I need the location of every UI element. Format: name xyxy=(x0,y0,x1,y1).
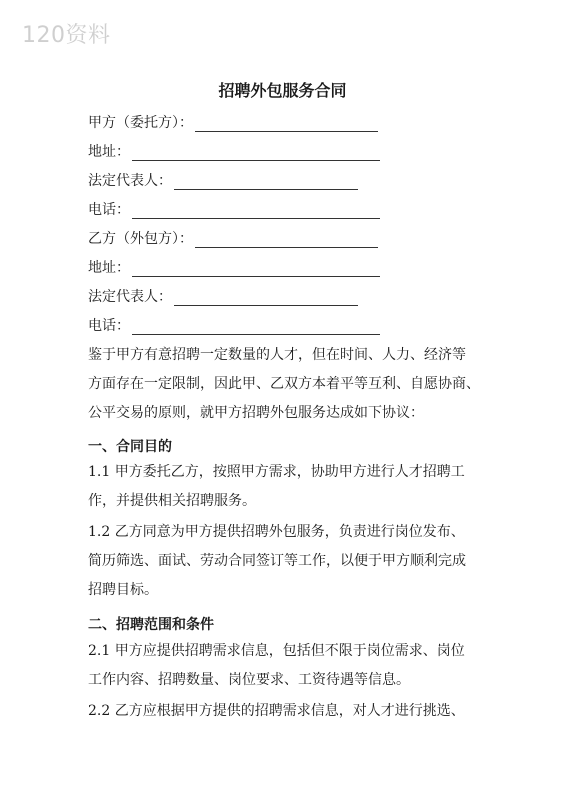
address-b-blank xyxy=(132,262,380,277)
party-a-field xyxy=(88,110,378,132)
section-2-heading: 二、招聘范围和条件 xyxy=(88,617,214,633)
party-b-blank xyxy=(195,233,378,248)
phone-b-blank xyxy=(132,320,380,335)
section-2-clause-2 xyxy=(88,697,488,726)
phone-b-label: 电话： xyxy=(88,318,130,334)
phone-b-field xyxy=(88,313,380,335)
address-a-label: 地址： xyxy=(88,144,130,160)
party-a-blank xyxy=(195,117,378,132)
phone-a-field xyxy=(88,197,380,219)
clause-line: 简历筛选、面试、劳动合同签订等工作，以便于甲方顺利完成 xyxy=(88,553,466,569)
section-1-clause-1 xyxy=(88,458,488,516)
rep-b-field xyxy=(88,284,358,306)
phone-a-blank xyxy=(132,204,380,219)
document-title: 招聘外包服务合同 xyxy=(218,81,347,100)
address-a-blank xyxy=(132,146,380,161)
watermark: 120资料 xyxy=(22,23,111,48)
clause-line: 2.2 乙方应根据甲方提供的招聘需求信息，对人才进行挑选、 xyxy=(88,703,465,719)
intro-line: 鉴于甲方有意招聘一定数量的人才，但在时间、人力、经济等 xyxy=(88,347,466,363)
rep-b-label: 法定代表人： xyxy=(88,289,172,305)
section-1-heading: 一、合同目的 xyxy=(88,439,172,455)
intro-line: 公平交易的原则，就甲方招聘外包服务达成如下协议： xyxy=(88,405,424,421)
clause-line: 招聘目标。 xyxy=(88,582,158,598)
phone-a-label: 电话： xyxy=(88,202,130,218)
party-b-field xyxy=(88,226,378,248)
party-a-label: 甲方（委托方）： xyxy=(88,115,193,131)
address-b-field xyxy=(88,255,380,277)
clause-line: 2.1 甲方应提供招聘需求信息，包括但不限于岗位需求、岗位 xyxy=(88,643,465,659)
clause-line: 1.1 甲方委托乙方，按照甲方需求，协助甲方进行人才招聘工 xyxy=(88,464,465,480)
section-2-clause-1 xyxy=(88,637,488,695)
rep-a-field xyxy=(88,168,358,190)
rep-b-blank xyxy=(174,291,358,306)
rep-a-label: 法定代表人： xyxy=(88,173,172,189)
section-1-clause-2 xyxy=(88,518,488,605)
party-b-label: 乙方（外包方）： xyxy=(88,231,193,247)
clause-line: 工作内容、招聘数量、岗位要求、工资待遇等信息。 xyxy=(88,672,410,688)
intro-line: 方面存在一定限制，因此甲、乙双方本着平等互利、自愿协商、 xyxy=(88,376,480,392)
clause-line: 1.2 乙方同意为甲方提供招聘外包服务，负责进行岗位发布、 xyxy=(88,524,465,540)
address-a-field xyxy=(88,139,380,161)
address-b-label: 地址： xyxy=(88,260,130,276)
rep-a-blank xyxy=(174,175,358,190)
clause-line: 作，并提供相关招聘服务。 xyxy=(88,493,256,509)
intro-paragraph xyxy=(88,341,488,428)
